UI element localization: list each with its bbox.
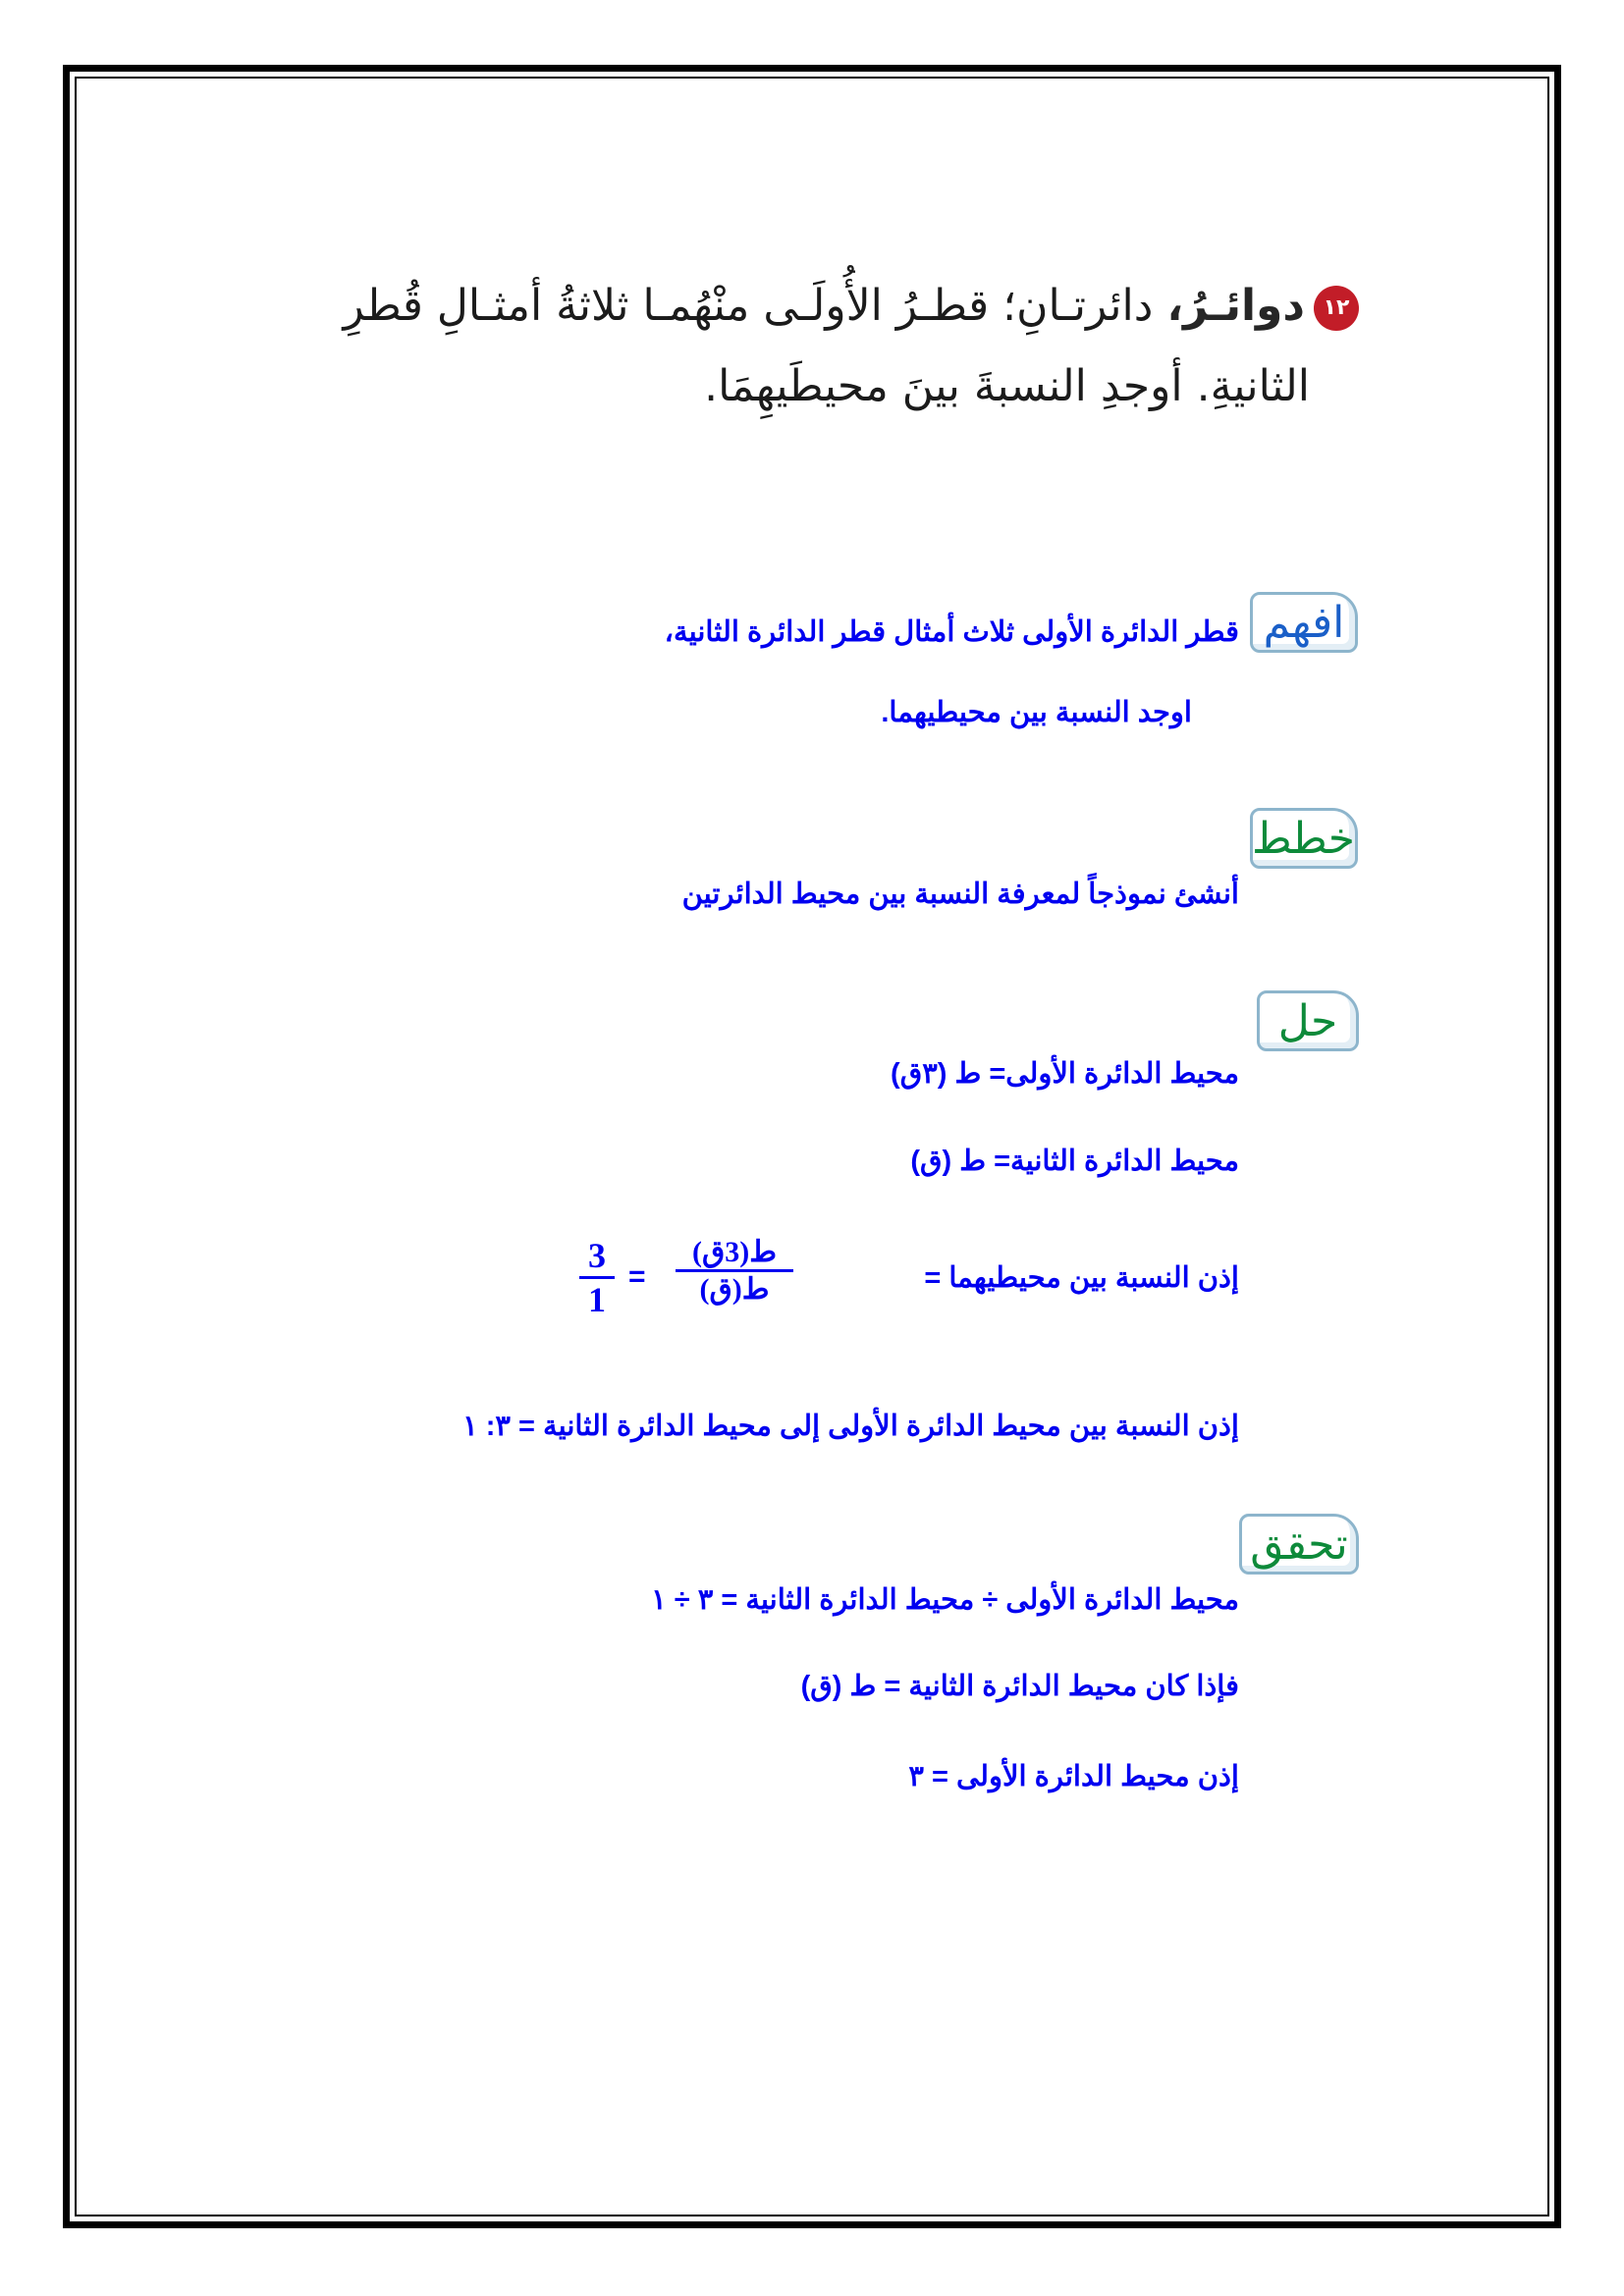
fraction-circumferences <box>676 1235 793 1307</box>
tag-plan: خطط <box>1250 808 1358 869</box>
problem-keyword: دوائـرُ، <box>1166 281 1305 331</box>
tag-solve: حل <box>1257 990 1359 1051</box>
tag-understand: افهم <box>1250 592 1358 653</box>
problem-line-2: الثانيةِ. أوجدِ النسبةَ بينَ محيطَيهِمَا. <box>704 361 1310 411</box>
check-line-1: محيط الدائرة الأولى ÷ محيط الدائرة الثانية = ٣ ÷ ١ <box>651 1584 1239 1616</box>
problem-number-badge: ١٢ <box>1314 286 1359 331</box>
understand-line-2: اوجد النسبة بين محيطيهما. <box>881 697 1192 728</box>
problem-line-1-text: دائرتـانِ؛ قطـرُ الأُولَـى منْهُمـا ثلاثةُ أمثـالِ قُطرِ <box>343 281 1167 331</box>
ratio-label: إذن النسبة بين محيطيهما = <box>924 1262 1239 1294</box>
fraction-numerator: ط(3ق) <box>691 1236 777 1268</box>
check-line-2: فإذا كان محيط الدائرة الثانية = ط (ق) <box>800 1671 1239 1702</box>
understand-line-1: قطر الدائرة الأولى ثلاث أمثال قطر الدائرة الثانية، <box>664 616 1239 648</box>
fraction-denominator: ط(ق) <box>699 1273 770 1306</box>
fraction-ratio <box>579 1235 615 1320</box>
check-line-3: إذن محيط الدائرة الأولى = ٣ <box>908 1761 1239 1792</box>
ratio-denominator: 1 <box>588 1280 606 1319</box>
problem-line-1 <box>343 281 1305 331</box>
ratio-numerator: 3 <box>588 1236 606 1275</box>
solve-line-2: محيط الدائرة الثانية= ط (ق) <box>910 1146 1239 1177</box>
tag-check: تحقق <box>1239 1514 1359 1575</box>
plan-line-1: أنشئ نموذجاً لمعرفة النسبة بين محيط الدائرتين <box>681 879 1239 910</box>
solve-line-1: محيط الدائرة الأولى= ط (٣ق) <box>891 1058 1239 1090</box>
solve-conclusion: إذن النسبة بين محيط الدائرة الأولى إلى محيط الدائرة الثانية = ٣: ١ <box>462 1411 1239 1442</box>
equals-sign: = <box>628 1260 646 1293</box>
